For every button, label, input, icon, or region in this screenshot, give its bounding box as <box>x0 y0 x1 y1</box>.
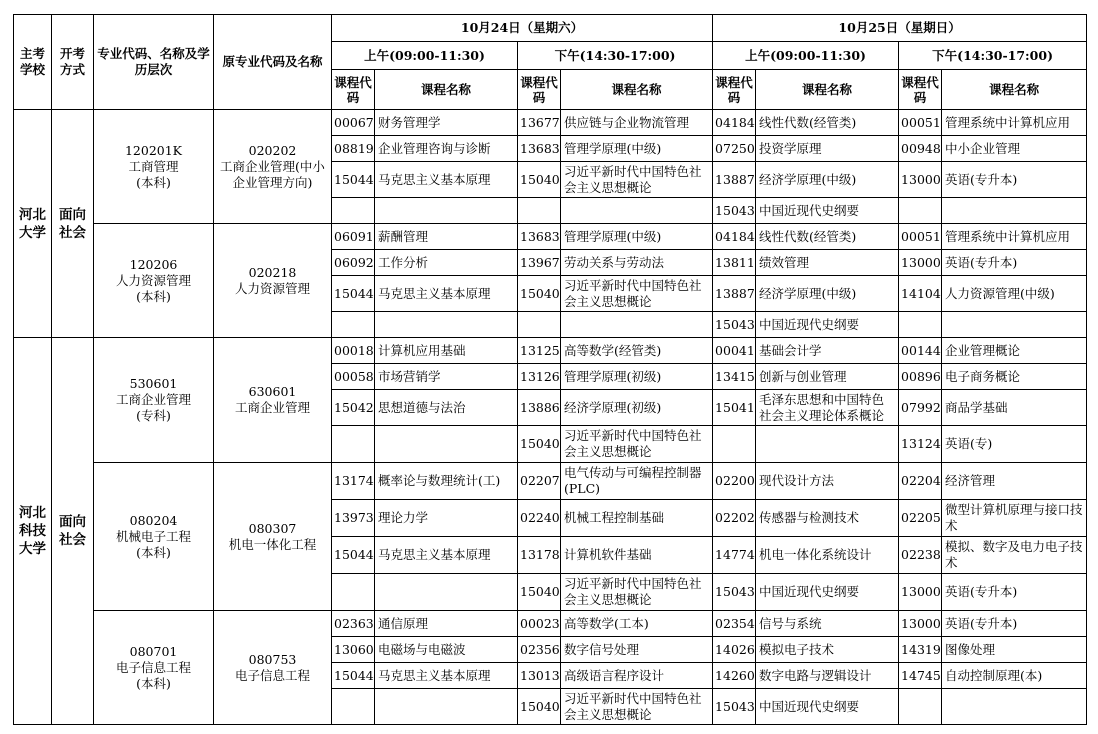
major-name: 工商企业管理 <box>115 392 191 407</box>
course-name: 电子商务概论 <box>942 364 1087 390</box>
course-name: 电气传动与可编程控制器(PLC) <box>561 463 713 500</box>
course-name: 经济学原理(初级) <box>561 390 713 426</box>
course-name: 毛泽东思想和中国特色社会主义理论体系概论 <box>756 390 899 426</box>
course-name: 市场营销学 <box>375 364 518 390</box>
course-name: 工作分析 <box>375 250 518 276</box>
course-name: 线性代数(经管类) <box>756 224 899 250</box>
course-code: 13000 <box>899 250 942 276</box>
course-code: 13811 <box>713 250 756 276</box>
course-name: 机电一体化系统设计 <box>756 537 899 574</box>
course-code: 15041 <box>713 390 756 426</box>
course-name: 企业管理咨询与诊断 <box>375 136 518 162</box>
course-code: 15044 <box>332 162 375 198</box>
course-code <box>332 312 375 338</box>
course-code: 02354 <box>713 611 756 637</box>
course-code: 06091 <box>332 224 375 250</box>
course-name: 习近平新时代中国特色社会主义思想概论 <box>561 689 713 725</box>
course-name: 绩效管理 <box>756 250 899 276</box>
course-name: 管理系统中计算机应用 <box>942 110 1087 136</box>
course-name: 中国近现代史纲要 <box>756 312 899 338</box>
course-code <box>899 312 942 338</box>
course-code: 13124 <box>899 426 942 463</box>
course-name: 高等数学(工本) <box>561 611 713 637</box>
major-name: 电子信息工程 <box>115 659 191 675</box>
course-code <box>332 198 375 224</box>
exam-mode: 面向社会 <box>52 338 94 725</box>
course-code: 02204 <box>899 463 942 500</box>
course-name: 通信原理 <box>375 611 518 637</box>
course-name: 创新与创业管理 <box>756 364 899 390</box>
course-code <box>332 426 375 463</box>
course-code <box>899 689 942 725</box>
course-code <box>332 574 375 611</box>
course-name: 现代设计方法 <box>756 463 899 500</box>
header-day2-afternoon: 下午(14:30-17:00) <box>899 42 1087 70</box>
major-cell <box>94 338 214 463</box>
course-name: 英语(专升本) <box>942 611 1087 637</box>
course-code <box>518 198 561 224</box>
header-major: 专业代码、名称及学历层次 <box>94 15 214 110</box>
course-code: 00023 <box>518 611 561 637</box>
course-name: 机械工程控制基础 <box>561 500 713 537</box>
course-name: 习近平新时代中国特色社会主义思想概论 <box>561 162 713 198</box>
orig-major-name: 机电一体化工程 <box>228 536 317 552</box>
table-row <box>14 463 1087 500</box>
course-name: 高等数学(经管类) <box>561 338 713 364</box>
table-row <box>14 338 1087 364</box>
header-day1-afternoon: 下午(14:30-17:00) <box>518 42 713 70</box>
header-course-name: 课程名称 <box>942 70 1087 110</box>
course-code: 13886 <box>518 390 561 426</box>
course-name: 习近平新时代中国特色社会主义思想概论 <box>561 276 713 312</box>
course-name: 中小企业管理 <box>942 136 1087 162</box>
course-code: 14026 <box>713 637 756 663</box>
course-name: 管理系统中计算机应用 <box>942 224 1087 250</box>
exam-schedule-table <box>13 14 1087 725</box>
header-course-name: 课程名称 <box>561 70 713 110</box>
major-code: 120201K <box>124 142 183 158</box>
course-name: 管理学原理(中级) <box>561 224 713 250</box>
course-name: 经济学原理(中级) <box>756 162 899 198</box>
course-name: 马克思主义基本原理 <box>375 537 518 574</box>
course-name: 基础会计学 <box>756 338 899 364</box>
course-code: 00041 <box>713 338 756 364</box>
header-day1-morning: 上午(09:00-11:30) <box>332 42 518 70</box>
header-day2-morning: 上午(09:00-11:30) <box>713 42 899 70</box>
major-level: (本科) <box>136 544 171 560</box>
course-name: 投资学原理 <box>756 136 899 162</box>
course-code: 00067 <box>332 110 375 136</box>
orig-major-code: 020202 <box>248 142 297 158</box>
major-cell <box>94 463 214 611</box>
course-name: 计算机软件基础 <box>561 537 713 574</box>
course-name: 线性代数(经管类) <box>756 110 899 136</box>
course-code: 00058 <box>332 364 375 390</box>
table-row <box>14 110 1087 136</box>
course-code: 02363 <box>332 611 375 637</box>
course-code: 04184 <box>713 110 756 136</box>
course-code: 15043 <box>713 312 756 338</box>
course-name: 经济学原理(中级) <box>756 276 899 312</box>
course-code: 00948 <box>899 136 942 162</box>
course-code: 13178 <box>518 537 561 574</box>
course-code: 15040 <box>518 689 561 725</box>
orig-major-cell <box>214 338 332 463</box>
course-name <box>942 198 1087 224</box>
course-name: 传感器与检测技术 <box>756 500 899 537</box>
course-code <box>518 312 561 338</box>
course-code: 14745 <box>899 663 942 689</box>
major-cell <box>94 224 214 338</box>
course-name: 模拟、数字及电力电子技术 <box>942 537 1087 574</box>
course-code: 02238 <box>899 537 942 574</box>
course-code: 15043 <box>713 574 756 611</box>
course-name: 英语(专升本) <box>942 574 1087 611</box>
course-name: 高级语言程序设计 <box>561 663 713 689</box>
course-name <box>942 689 1087 725</box>
orig-major-name: 工商企业管理(中小企业管理方向) <box>220 158 325 190</box>
course-code: 14260 <box>713 663 756 689</box>
header-day2: 10月25日（星期日） <box>713 15 1087 42</box>
course-code: 08819 <box>332 136 375 162</box>
major-name: 机械电子工程 <box>115 528 191 544</box>
course-code: 02202 <box>713 500 756 537</box>
course-name <box>375 312 518 338</box>
course-code: 15040 <box>518 276 561 312</box>
course-code: 15044 <box>332 276 375 312</box>
schedule-body <box>14 110 1087 725</box>
exam-mode: 面向社会 <box>52 110 94 338</box>
course-name: 马克思主义基本原理 <box>375 663 518 689</box>
course-code: 00144 <box>899 338 942 364</box>
course-code: 14104 <box>899 276 942 312</box>
header-course-code: 课程代码 <box>332 70 375 110</box>
course-code: 13683 <box>518 224 561 250</box>
course-code: 00051 <box>899 110 942 136</box>
school-name: 河北大学 <box>14 110 52 338</box>
major-level: (本科) <box>136 675 171 691</box>
orig-major-code: 630601 <box>248 384 297 399</box>
orig-major-cell <box>214 224 332 338</box>
course-name: 数字信号处理 <box>561 637 713 663</box>
course-name: 中国近现代史纲要 <box>756 689 899 725</box>
course-code: 15040 <box>518 574 561 611</box>
course-name: 商品学基础 <box>942 390 1087 426</box>
course-name: 英语(专升本) <box>942 250 1087 276</box>
course-name: 中国近现代史纲要 <box>756 574 899 611</box>
major-name: 人力资源管理 <box>115 272 191 288</box>
header-course-code: 课程代码 <box>713 70 756 110</box>
orig-major-name: 电子信息工程 <box>234 667 310 683</box>
orig-major-cell <box>214 110 332 224</box>
course-name: 信号与系统 <box>756 611 899 637</box>
course-code: 13000 <box>899 611 942 637</box>
course-name: 数字电路与逻辑设计 <box>756 663 899 689</box>
orig-major-code: 020218 <box>248 264 297 280</box>
header-school: 主考学校 <box>14 15 52 110</box>
course-code: 00896 <box>899 364 942 390</box>
major-code: 120206 <box>129 256 178 272</box>
course-name: 思想道德与法治 <box>375 390 518 426</box>
course-code: 15040 <box>518 162 561 198</box>
course-code: 15042 <box>332 390 375 426</box>
major-level: (专科) <box>136 408 171 423</box>
course-name <box>561 312 713 338</box>
orig-major-cell <box>214 463 332 611</box>
header-course-code: 课程代码 <box>899 70 942 110</box>
course-name: 管理学原理(初级) <box>561 364 713 390</box>
course-code: 15044 <box>332 537 375 574</box>
course-name: 劳动关系与劳动法 <box>561 250 713 276</box>
course-code: 13174 <box>332 463 375 500</box>
orig-major-cell <box>214 611 332 725</box>
course-name: 计算机应用基础 <box>375 338 518 364</box>
course-code: 07992 <box>899 390 942 426</box>
course-name: 马克思主义基本原理 <box>375 162 518 198</box>
course-code: 15043 <box>713 689 756 725</box>
course-name: 电磁场与电磁波 <box>375 637 518 663</box>
course-name: 经济管理 <box>942 463 1087 500</box>
course-code: 13126 <box>518 364 561 390</box>
course-name: 马克思主义基本原理 <box>375 276 518 312</box>
course-code: 13677 <box>518 110 561 136</box>
major-level: (本科) <box>136 288 171 304</box>
course-code: 13013 <box>518 663 561 689</box>
course-name <box>756 426 899 463</box>
course-code: 00018 <box>332 338 375 364</box>
course-code: 02240 <box>518 500 561 537</box>
course-name <box>375 689 518 725</box>
course-code: 13000 <box>899 162 942 198</box>
course-name: 英语(专升本) <box>942 162 1087 198</box>
table-row <box>14 611 1087 637</box>
course-name: 英语(专) <box>942 426 1087 463</box>
course-code <box>332 689 375 725</box>
course-code: 15043 <box>713 198 756 224</box>
orig-major-name: 工商企业管理 <box>234 400 310 415</box>
course-code: 13967 <box>518 250 561 276</box>
header-day1: 10月24日（星期六） <box>332 15 713 42</box>
major-cell <box>94 611 214 725</box>
course-code: 02205 <box>899 500 942 537</box>
course-name: 薪酬管理 <box>375 224 518 250</box>
course-name: 供应链与企业物流管理 <box>561 110 713 136</box>
course-name: 概率论与数理统计(工) <box>375 463 518 500</box>
major-code: 080204 <box>129 512 178 528</box>
header-course-code: 课程代码 <box>518 70 561 110</box>
school-name: 河北科技大学 <box>14 338 52 725</box>
course-name <box>375 426 518 463</box>
course-name: 中国近现代史纲要 <box>756 198 899 224</box>
course-name: 自动控制原理(本) <box>942 663 1087 689</box>
orig-major-code: 080753 <box>248 651 297 667</box>
course-name <box>375 574 518 611</box>
course-code: 15044 <box>332 663 375 689</box>
course-name: 财务管理学 <box>375 110 518 136</box>
major-level: (本科) <box>136 174 171 190</box>
course-code: 13060 <box>332 637 375 663</box>
header-orig-major: 原专业代码及名称 <box>214 15 332 110</box>
course-code: 13125 <box>518 338 561 364</box>
course-code: 00051 <box>899 224 942 250</box>
course-code <box>713 426 756 463</box>
major-code: 530601 <box>129 376 178 391</box>
course-name: 习近平新时代中国特色社会主义思想概论 <box>561 426 713 463</box>
major-name: 工商管理 <box>128 158 179 174</box>
course-name <box>942 312 1087 338</box>
course-code: 13973 <box>332 500 375 537</box>
course-code: 02207 <box>518 463 561 500</box>
course-code <box>899 198 942 224</box>
course-name: 习近平新时代中国特色社会主义思想概论 <box>561 574 713 611</box>
course-code: 14774 <box>713 537 756 574</box>
course-name: 人力资源管理(中级) <box>942 276 1087 312</box>
table-row <box>14 224 1087 250</box>
course-code: 13887 <box>713 276 756 312</box>
course-name: 管理学原理(中级) <box>561 136 713 162</box>
course-code: 04184 <box>713 224 756 250</box>
course-code: 13683 <box>518 136 561 162</box>
course-name <box>561 198 713 224</box>
course-code: 06092 <box>332 250 375 276</box>
major-cell <box>94 110 214 224</box>
orig-major-name: 人力资源管理 <box>234 280 310 296</box>
course-name: 图像处理 <box>942 637 1087 663</box>
course-code: 02356 <box>518 637 561 663</box>
header-course-name: 课程名称 <box>375 70 518 110</box>
course-name <box>375 198 518 224</box>
course-name: 企业管理概论 <box>942 338 1087 364</box>
course-code: 13415 <box>713 364 756 390</box>
course-code: 15040 <box>518 426 561 463</box>
course-name: 理论力学 <box>375 500 518 537</box>
course-code: 02200 <box>713 463 756 500</box>
header-mode: 开考方式 <box>52 15 94 110</box>
course-code: 13000 <box>899 574 942 611</box>
course-code: 14319 <box>899 637 942 663</box>
course-name: 模拟电子技术 <box>756 637 899 663</box>
course-code: 07250 <box>713 136 756 162</box>
major-code: 080701 <box>129 643 178 659</box>
course-code: 13887 <box>713 162 756 198</box>
orig-major-code: 080307 <box>248 520 297 536</box>
course-name: 微型计算机原理与接口技术 <box>942 500 1087 537</box>
header-course-name: 课程名称 <box>756 70 899 110</box>
